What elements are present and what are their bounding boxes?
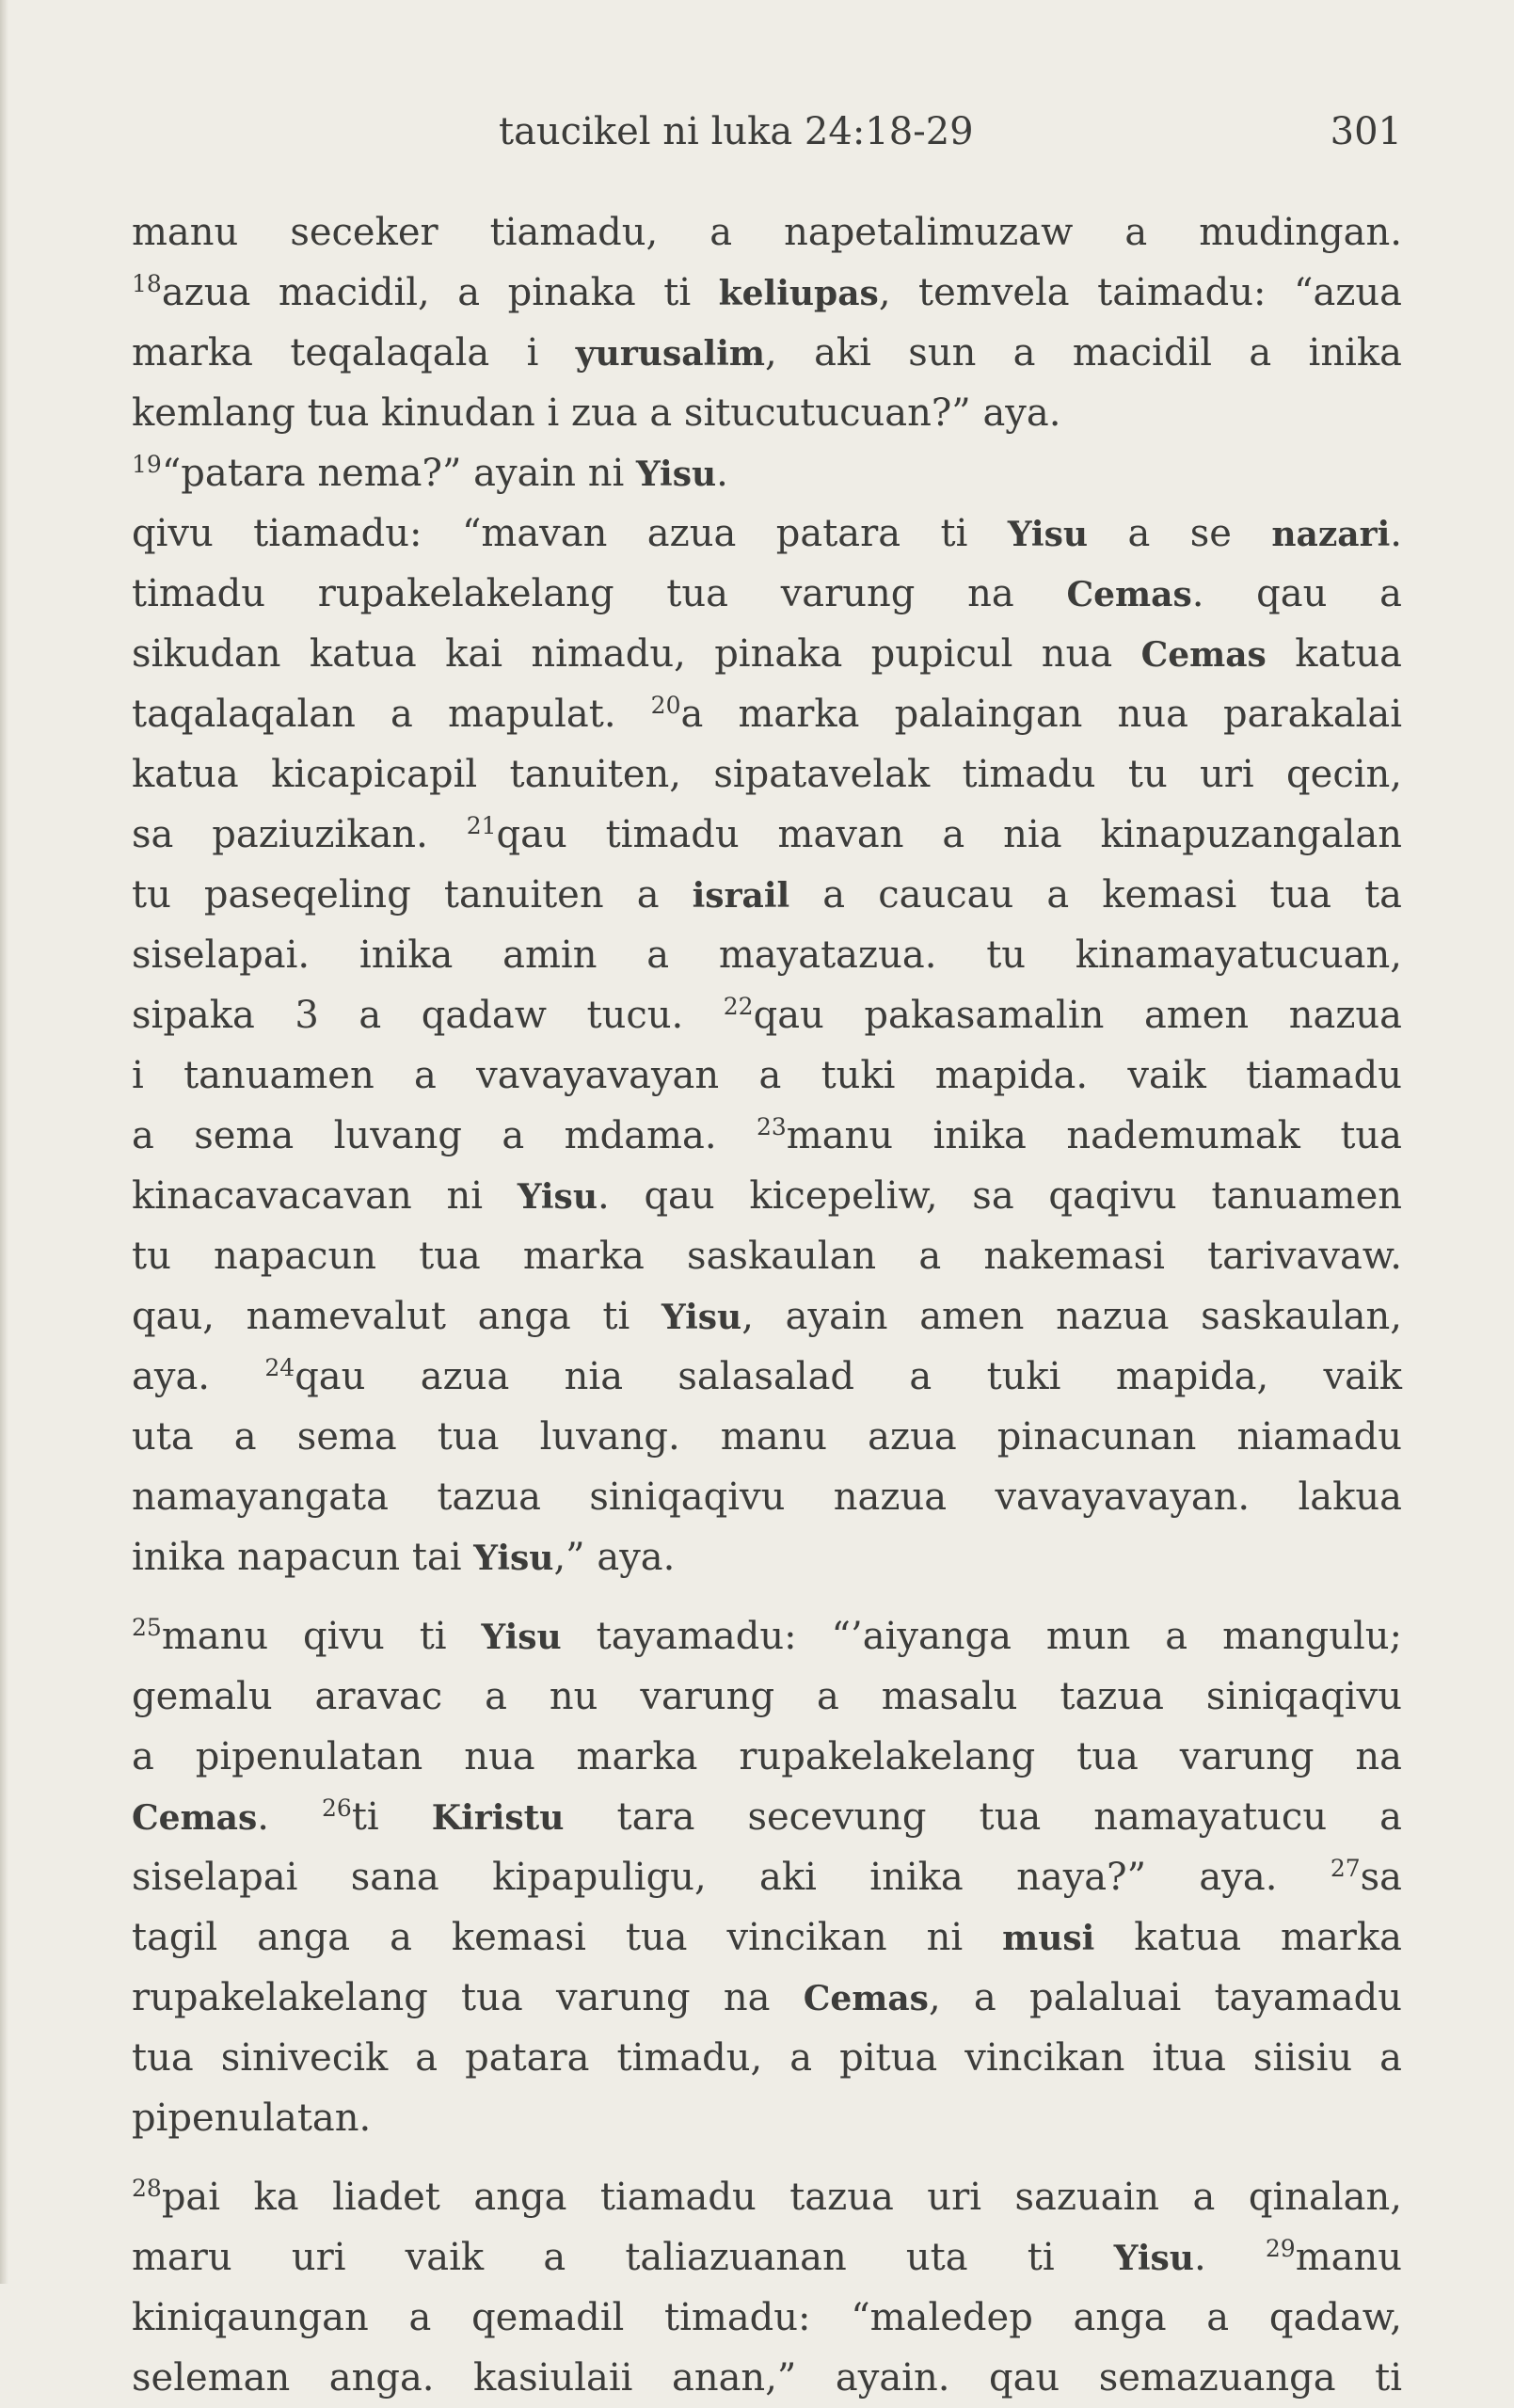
- text-line: [132, 1226, 1402, 1286]
- text-line: [132, 263, 1402, 323]
- text-run: qau timadu mavan a nia kinapuzangalan: [496, 813, 1402, 856]
- verse-number: 26: [322, 1794, 352, 1822]
- text-line: [132, 2348, 1402, 2408]
- text-run: .: [716, 452, 728, 495]
- text-line: [132, 925, 1402, 985]
- proper-noun: yurusalim: [575, 334, 766, 374]
- proper-noun: Yisu: [517, 1177, 598, 1217]
- text-run: qau, namevalut anga ti: [132, 1295, 662, 1338]
- text-line: [132, 1527, 1402, 1587]
- text-run: a marka palaingan nua parakalai: [680, 693, 1402, 736]
- proper-noun: Yisu: [635, 454, 717, 494]
- proper-noun: musi: [1002, 1919, 1095, 1958]
- text-run: manu inika nademumak tua: [786, 1114, 1402, 1157]
- text-run: a pipenulatan nua marka rupakelakelang tua varung na: [132, 1735, 1402, 1778]
- text-run: siselapai. inika amin a mayatazua. tu kinamayatucuan,: [132, 933, 1402, 977]
- text-run: tayamadu: “’aiyanga mun a mangulu;: [561, 1615, 1403, 1658]
- text-run: katua kicapicapil tanuiten, sipatavelak timadu tu uri qecin,: [132, 753, 1402, 796]
- text-run: katua marka: [1094, 1916, 1402, 1959]
- proper-noun: Yisu: [473, 1539, 554, 1578]
- text-line: [132, 744, 1402, 805]
- text-run: uta a sema tua luvang. manu azua pinacunan niamadu: [132, 1415, 1402, 1459]
- text-line: [132, 323, 1402, 383]
- text-run: qau azua nia salasalad a tuki mapida, vaik: [295, 1355, 1402, 1398]
- text-run: seleman anga. kasiulaii anan,” ayain. qau semazuanga ti: [132, 2356, 1402, 2400]
- text-run: manu qivu ti: [161, 1615, 482, 1658]
- text-line: [132, 2088, 1402, 2148]
- verse-number: 22: [723, 993, 754, 1020]
- text-run: pai ka liadet anga tiamadu tazua uri sazuain a qinalan,: [161, 2176, 1402, 2219]
- verse-number: 20: [650, 692, 681, 719]
- verse-number: 25: [132, 1614, 162, 1641]
- text-run: azua macidil, a pinaka ti: [161, 271, 719, 314]
- text-run: tu paseqeling tanuiten a: [132, 873, 693, 917]
- text-run: sa: [1360, 1856, 1402, 1899]
- text-line: [132, 503, 1402, 564]
- text-run: , ayain amen nazua saskaulan,: [741, 1295, 1402, 1338]
- proper-noun: Cemas: [803, 1979, 929, 2018]
- text-run: qivu tiamadu: “mavan azua patara ti: [132, 512, 1008, 555]
- text-run: qau pakasamalin amen nazua: [753, 994, 1403, 1037]
- text-run: , a palaluai tayamadu: [928, 1976, 1402, 2019]
- running-title: taucikel ni luka 24:18-29: [499, 110, 974, 153]
- proper-noun: Cemas: [1140, 635, 1267, 675]
- verse-number: 24: [264, 1354, 295, 1381]
- proper-noun: Yisu: [481, 1618, 562, 1657]
- proper-noun: Cemas: [1066, 575, 1192, 614]
- text-line: [132, 202, 1402, 263]
- proper-noun: Kiristu: [431, 1798, 565, 1838]
- text-run: .: [257, 1795, 323, 1839]
- text-run: tagil anga a kemasi tua vincikan ni: [132, 1916, 1003, 1959]
- text-run: aya.: [132, 1355, 265, 1398]
- verse-number: 27: [1330, 1855, 1361, 1882]
- text-line: [132, 1286, 1402, 1347]
- verse-number: 29: [1265, 2235, 1296, 2262]
- text-run: timadu rupakelakelang tua varung na: [132, 572, 1067, 615]
- text-run: taqalaqalan a mapulat.: [132, 693, 651, 736]
- text-run: .: [1193, 2236, 1266, 2279]
- text-line: [132, 564, 1402, 624]
- text-run: i tanuamen a vavayavayan a tuki mapida. vaik tiamadu: [132, 1054, 1402, 1097]
- text-line: [132, 1847, 1402, 1907]
- text-run: ti: [351, 1795, 432, 1839]
- scripture-text: [132, 202, 1402, 2408]
- text-line: [132, 985, 1402, 1045]
- text-run: namayangata tazua siniqaqivu nazua vavayavayan. lakua: [132, 1475, 1402, 1519]
- text-run: tu napacun tua marka saskaulan a nakemasi tarivavaw.: [132, 1235, 1402, 1278]
- text-run: sipaka 3 a qadaw tucu.: [132, 994, 724, 1037]
- text-run: ,” aya.: [553, 1536, 676, 1579]
- text-line: [132, 383, 1402, 443]
- text-run: . qau a: [1191, 572, 1402, 615]
- page-spine-shadow: [0, 0, 8, 2284]
- proper-noun: israil: [692, 876, 790, 916]
- page-header: [132, 104, 1402, 160]
- text-run: , aki sun a macidil a inika: [765, 331, 1402, 375]
- text-line: [132, 805, 1402, 865]
- proper-noun: Cemas: [132, 1798, 258, 1838]
- text-line: [132, 2227, 1402, 2288]
- text-line: [132, 1045, 1402, 1106]
- page-number: 301: [1330, 110, 1402, 153]
- text-line: [132, 2028, 1402, 2088]
- text-run: sikudan katua kai nimadu, pinaka pupicul nua: [132, 632, 1141, 676]
- proper-noun: Yisu: [1007, 515, 1089, 554]
- text-run: , temvela taimadu: “azua: [878, 271, 1403, 314]
- text-line: [132, 1166, 1402, 1226]
- text-line: [132, 865, 1402, 925]
- text-run: . qau kicepeliw, sa qaqivu tanuamen: [598, 1174, 1402, 1218]
- text-line: [132, 684, 1402, 744]
- text-line: [132, 624, 1402, 684]
- text-run: a sema luvang a mdama.: [132, 1114, 757, 1157]
- text-run: rupakelakelang tua varung na: [132, 1976, 804, 2019]
- text-run: gemalu aravac a nu varung a masalu tazua siniqaqivu: [132, 1675, 1402, 1718]
- text-run: siselapai sana kipapuligu, aki inika naya?” aya.: [132, 1856, 1331, 1899]
- text-run: katua: [1266, 632, 1402, 676]
- text-line: [132, 1407, 1402, 1467]
- proper-noun: keliupas: [718, 274, 879, 313]
- text-line: [132, 443, 1402, 503]
- text-run: kinacavacavan ni: [132, 1174, 518, 1218]
- text-line: [132, 1727, 1402, 1787]
- text-run: “patara nema?” ayain ni: [161, 452, 636, 495]
- text-line: [132, 1907, 1402, 1968]
- text-line: [132, 1467, 1402, 1527]
- text-line: [132, 2167, 1402, 2227]
- text-run: tua sinivecik a patara timadu, a pitua vincikan itua siisiu a: [132, 2036, 1402, 2080]
- text-run: manu: [1295, 2236, 1402, 2279]
- text-run: pipenulatan.: [132, 2097, 372, 2140]
- text-run: kiniqaungan a qemadil timadu: “maledep anga a qadaw,: [132, 2296, 1402, 2339]
- text-line: [132, 1787, 1402, 1847]
- proper-noun: Yisu: [1113, 2239, 1194, 2278]
- text-run: inika napacun tai: [132, 1536, 474, 1579]
- text-run: tara secevung tua namayatucu a: [564, 1795, 1403, 1839]
- verse-number: 21: [466, 812, 497, 839]
- text-run: maru uri vaik a taliazuanan uta ti: [132, 2236, 1114, 2279]
- verse-number: 18: [132, 270, 162, 297]
- verse-number: 28: [132, 2175, 162, 2202]
- verse-number: 23: [756, 1113, 787, 1140]
- verse-number: 19: [132, 451, 162, 478]
- text-run: manu seceker tiamadu, a napetalimuzaw a mudingan.: [132, 211, 1402, 254]
- text-run: a caucau a kemasi tua ta: [789, 873, 1403, 917]
- text-run: sa paziuzikan.: [132, 813, 467, 856]
- text-line: [132, 1968, 1402, 2028]
- proper-noun: nazari: [1271, 515, 1391, 554]
- text-run: kemlang tua kinudan i zua a situcutucuan?” aya.: [132, 391, 1061, 435]
- text-line: [132, 1666, 1402, 1727]
- text-run: a se: [1088, 512, 1272, 555]
- text-line: [132, 1347, 1402, 1407]
- proper-noun: Yisu: [661, 1298, 742, 1337]
- text-run: .: [1390, 512, 1402, 555]
- text-line: [132, 1606, 1402, 1666]
- text-line: [132, 1106, 1402, 1166]
- text-run: marka teqalaqala i: [132, 331, 576, 375]
- text-line: [132, 2288, 1402, 2348]
